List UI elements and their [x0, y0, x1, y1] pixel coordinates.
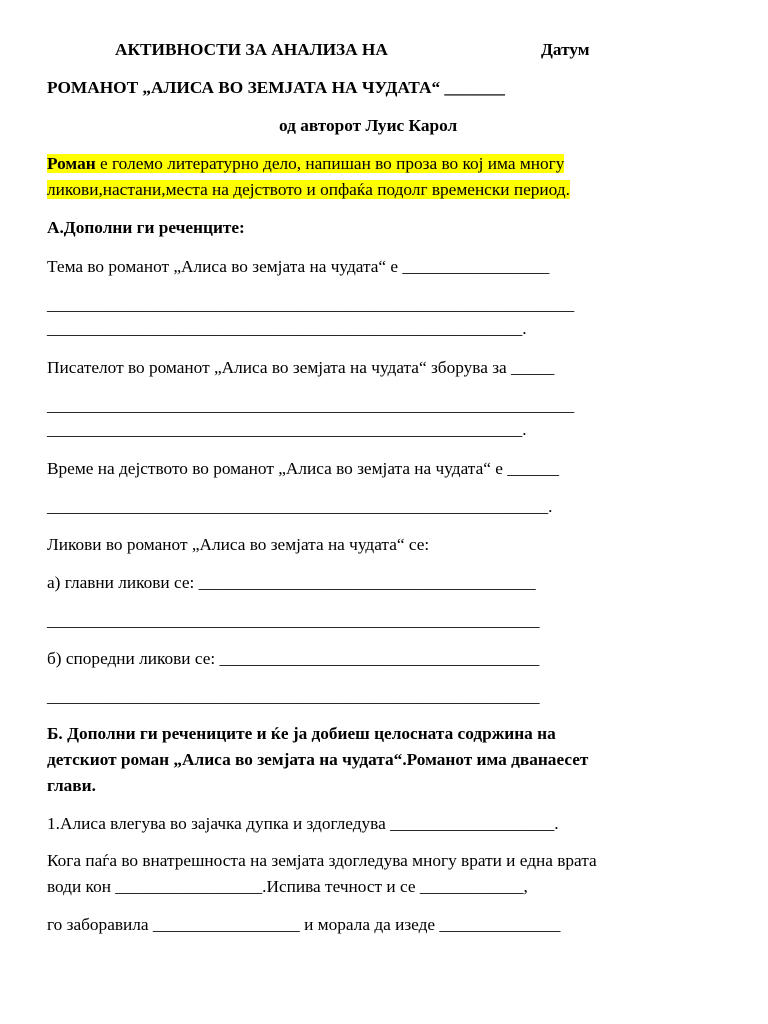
writer-line: Писателот во романот „Алиса во земјата на чудата“ зборува за _____: [47, 358, 555, 377]
title-line-2: РОМАНОТ „АЛИСА ВО ЗЕМЈАТА НА ЧУДАТА“ _______: [47, 78, 505, 97]
definition-line-2: [47, 180, 570, 200]
main-characters-line: а) главни ликови се: _______________________________________: [47, 573, 536, 592]
side-characters-line: б) споредни ликови се: _____________________________________: [47, 649, 540, 668]
section-a-heading-text: .Дополни ги реченците:: [59, 218, 245, 237]
section-a-heading: [47, 218, 245, 238]
title-line-1: АКТИВНОСТИ ЗА АНАЛИЗА НА: [115, 40, 388, 59]
section-b-heading-2: детскиот роман „Алиса во земјата на чудата“.Романот има дванаесет: [47, 750, 589, 769]
characters-line: Ликови во романот „Алиса во земјата на чудата“ се:: [47, 535, 430, 554]
theme-line: Тема во романот „Алиса во земјата на чудата“ е _________________: [47, 257, 550, 276]
time-blank: __________________________________________________________.: [47, 497, 553, 516]
definition-line-1: [47, 154, 564, 174]
theme-blank-2: _______________________________________________________.: [47, 319, 527, 338]
date-label: Датум: [541, 40, 590, 59]
definition-text-1: е големо литературно дело, напишан во проза во кој има многу: [95, 154, 565, 173]
definition-term: Роман: [47, 154, 96, 173]
section-b-heading-1: Б. Дополни ги речениците и ќе ја добиеш целосната содржина на: [47, 724, 556, 743]
definition-text-2: ликови,настани,места на дејството и опфаќа подолг временски период.: [47, 180, 570, 199]
time-line: Време на дејството во романот „Алиса во земјата на чудата“ е ______: [47, 459, 560, 478]
writer-blank-1: _____________________________________________________________: [47, 396, 575, 415]
section-b-heading-3: глави.: [47, 776, 96, 795]
writer-blank-2: _______________________________________________________.: [47, 420, 527, 439]
section-b-paragraph-2: води кон _________________.Испива течност и се ____________,: [47, 877, 528, 896]
author-line: од авторот Луис Карол: [279, 116, 458, 135]
section-b-paragraph-1: Кога паѓа во внатрешноста на земјата здогледува многу врати и една врата: [47, 851, 597, 870]
section-b-paragraph-3: го заборавила _________________ и морала да изеде ______________: [47, 915, 561, 934]
side-characters-blank: _________________________________________________________: [47, 687, 540, 706]
section-a-letter: А: [47, 218, 60, 237]
main-characters-blank: _________________________________________________________: [47, 611, 540, 630]
section-b-item-1: 1.Алиса влегува во зајачка дупка и здогледува ___________________.: [47, 814, 559, 833]
theme-blank-1: _____________________________________________________________: [47, 295, 575, 314]
